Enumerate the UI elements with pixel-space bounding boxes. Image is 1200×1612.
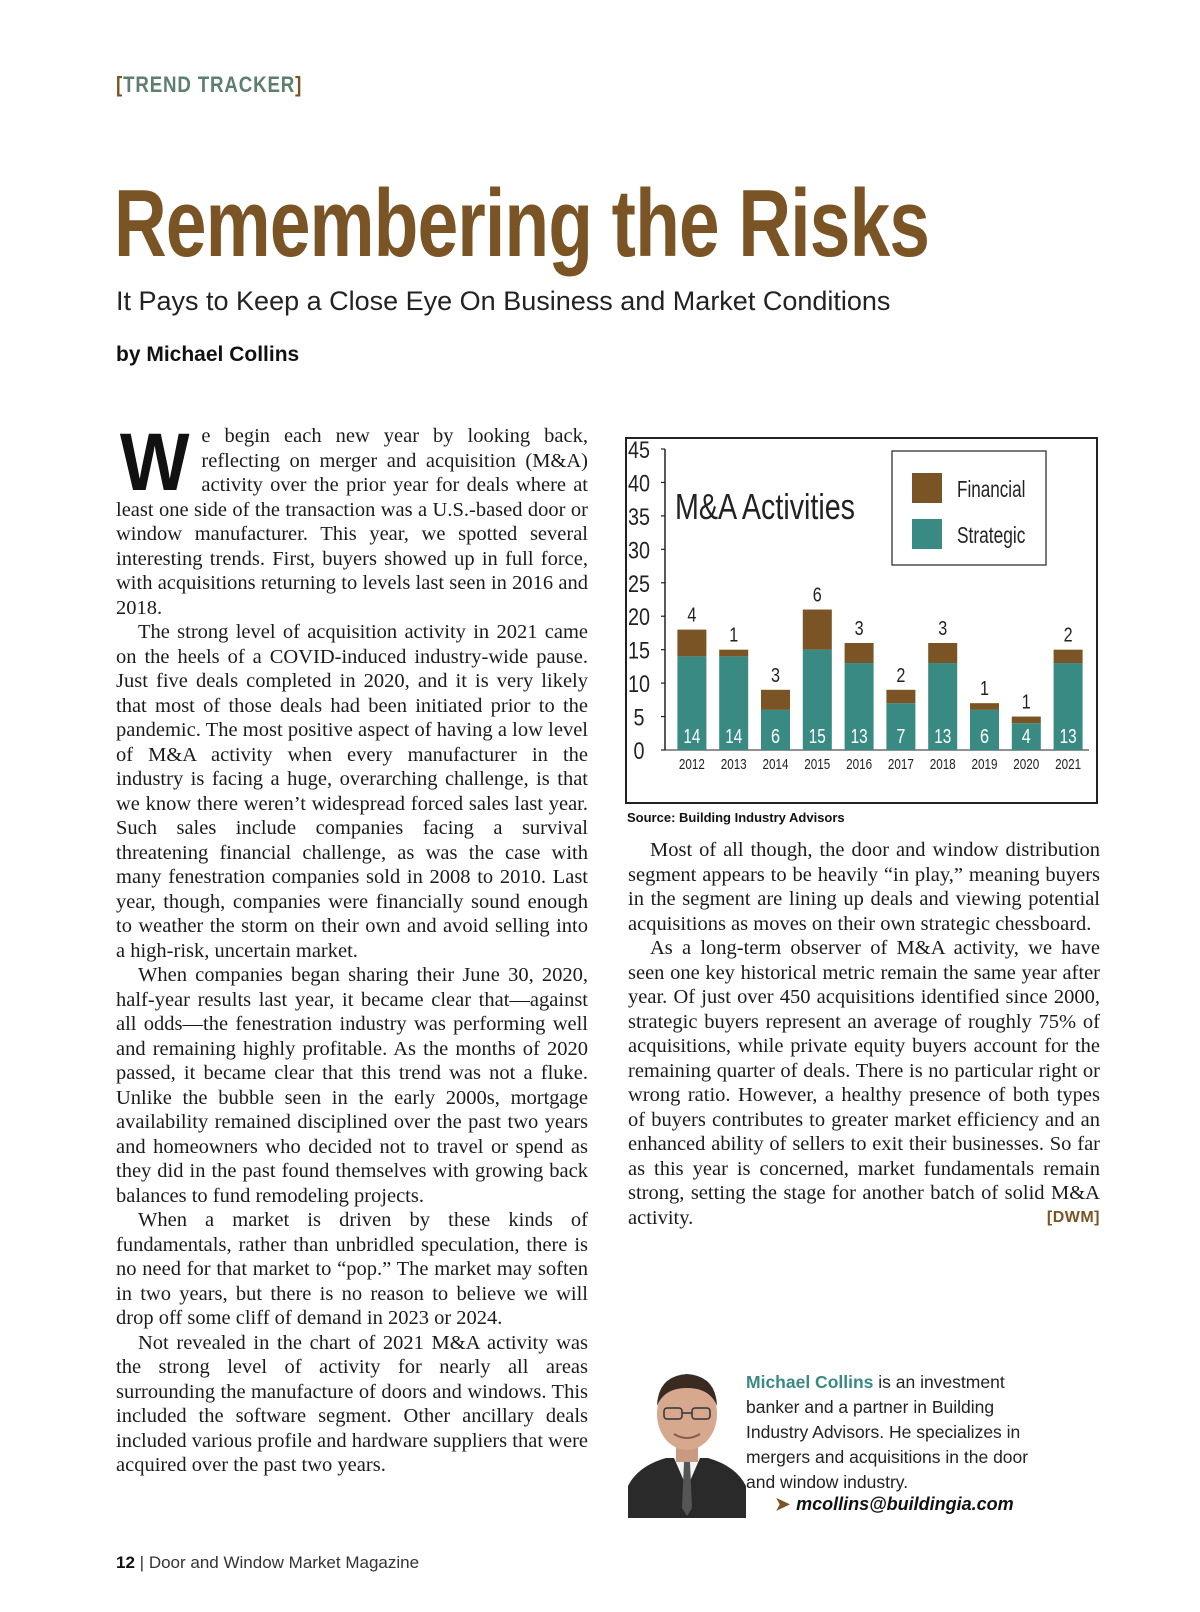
section-tag-label: TREND TRACKER (123, 72, 296, 97)
data-label-financial: 1 (1021, 691, 1031, 714)
x-tick-label: 2016 (846, 756, 873, 773)
bar-financial-2019 (970, 703, 999, 710)
bar-financial-2012 (677, 630, 706, 657)
arrow-icon: ➤ (775, 1494, 791, 1514)
legend-swatch-financial (912, 473, 942, 503)
data-label-financial: 6 (812, 584, 822, 607)
data-label-financial: 3 (854, 617, 864, 640)
body-paragraph-1 (116, 417, 588, 620)
data-label-financial: 2 (1063, 624, 1073, 647)
bar-financial-2014 (761, 690, 790, 710)
paragraph-text: As a long-term observer of M&A activity, we have seen one key historical metric remain the same year after year. Of just over 450 acquisitions identified since 2000, strategic buyers represent an average of roughly 75% of acquisitions, while private equity buyers account for the remaining quarter of deals. There is no particular right or wrong ratio. However, a healthy presence of both types of buyers contributes to greater market efficiency and an enhanced ability of sellers to exit their businesses. So far as this year is concerned, market fundamentals remain strong, setting the stage for another batch of solid M&A activity. (628, 937, 1100, 1229)
author-email-link[interactable] (775, 1494, 1014, 1515)
drop-cap: W (119, 417, 190, 508)
byline: by Michael Collins (116, 343, 300, 366)
data-label-strategic: 13 (1059, 726, 1077, 748)
paragraph-text: e begin each new year by looking back, reflecting on merger and acquisition (M&A) activity over the prior year for deals where at least one side of the transaction was a U.S.-based door or window manufacturer. This year, we spotted several interesting trends. First, buyers showed up in full force, with acquisitions returning to levels last seen in 2016 and 2018. (116, 425, 588, 619)
y-tick-label: 40 (628, 470, 650, 498)
legend-label-strategic: Strategic (957, 522, 1026, 548)
y-tick-label: 35 (628, 503, 650, 531)
body-paragraph-5: Not revealed in the chart of 2021 M&A activity was the strong level of activity for nearly all areas surrounding the manufacture of doors and windows. This included the software segment. Other ancillary deals included various profile and hardware suppliers that were acquired over the past two years. (116, 1331, 588, 1476)
y-tick-label: 15 (628, 637, 650, 665)
page-number: 12 (116, 1553, 135, 1572)
page-footer (116, 1553, 419, 1573)
data-label-financial: 4 (687, 604, 697, 627)
data-label-strategic: 14 (725, 726, 743, 748)
body-paragraph-4: When a market is driven by these kinds of fundamentals, rather than unbridled speculation, there is no need for that market to “pop.” The market may soften in two years, but there is no reason to believe we will drop off some cliff of demand in 2023 or 2024. (116, 1209, 588, 1329)
end-tag: [DWM] (1046, 1208, 1100, 1226)
body-paragraph-7 (628, 936, 1100, 1230)
legend-swatch-strategic (912, 519, 942, 549)
y-tick-label: 30 (628, 537, 650, 565)
chart-source: Source: Building Industry Advisors (627, 810, 845, 825)
body-paragraph-6: Most of all though, the door and window distribution segment appears to be heavily “in play,” meaning buyers in the segment are lining up deals and viewing potential acquisitions as moves on their own strategic chessboard. (628, 839, 1100, 935)
data-label-strategic: 7 (896, 726, 906, 748)
x-tick-label: 2013 (720, 756, 747, 773)
footer-separator: | (139, 1553, 145, 1572)
data-label-strategic: 6 (771, 726, 780, 748)
body-column-right (628, 838, 1100, 1230)
y-tick-label: 20 (628, 604, 650, 632)
author-bio-text: is an investment banker and a partner in Building Industry Advisors. He specializes in mergers and acquisitions in the door and window industry. (746, 1372, 1029, 1492)
data-label-strategic: 6 (980, 726, 989, 748)
chart-title: M&A Activities (675, 486, 855, 527)
article-subtitle: It Pays to Keep a Close Eye On Business and Market Conditions (116, 286, 891, 316)
y-tick-label: 25 (628, 570, 650, 598)
bar-financial-2017 (886, 690, 915, 703)
body-paragraph-2: The strong level of acquisition activity in 2021 came on the heels of a COVID-induced industry-wide pause. Just five deals completed in 2020, and it is very likely that most of those deals had been initiated prior to the pandemic. The most positive aspect of having a low level of M&A activity when every manufacturer in the industry is facing a huge, overarching challenge, is that we know there weren’t widespread forced sales last year. Such sales include companies facing a survival threatening financial challenge, as was the case with many fenestration companies sold in 2008 to 2010. Last year, though, companies were financially sound enough to weather the storm on their own and avoid selling into a high-risk, uncertain market. (116, 621, 588, 962)
author-name: Michael Collins (746, 1372, 874, 1392)
data-label-financial: 3 (938, 617, 948, 640)
bar-financial-2015 (803, 610, 832, 650)
bar-financial-2021 (1054, 650, 1083, 663)
x-tick-label: 2018 (929, 756, 956, 773)
data-label-financial: 1 (980, 678, 989, 701)
author-photo (628, 1358, 746, 1518)
data-label-financial: 1 (729, 624, 739, 647)
x-tick-label: 2020 (1013, 756, 1040, 773)
y-tick-label: 10 (628, 671, 650, 699)
x-tick-label: 2012 (678, 756, 705, 773)
x-tick-label: 2017 (887, 756, 914, 773)
chart-frame (625, 437, 1098, 804)
x-tick-label: 2015 (804, 756, 831, 773)
legend-label-financial: Financial (957, 476, 1026, 502)
x-tick-label: 2014 (762, 756, 789, 773)
bar-financial-2018 (928, 643, 957, 663)
y-tick-label: 0 (633, 738, 645, 765)
bar-financial-2016 (845, 643, 874, 663)
data-label-strategic: 13 (850, 726, 868, 748)
data-label-financial: 2 (896, 664, 906, 687)
section-tag: [TREND TRACKER] (116, 72, 303, 97)
author-email[interactable]: mcollins@buildingia.com (796, 1494, 1014, 1514)
data-label-strategic: 13 (934, 726, 952, 748)
data-label-strategic: 4 (1021, 726, 1031, 748)
author-bio (746, 1370, 1046, 1495)
bar-financial-2013 (719, 650, 748, 657)
data-label-strategic: 14 (683, 726, 701, 748)
data-label-strategic: 15 (808, 726, 826, 748)
x-tick-label: 2019 (971, 756, 998, 773)
y-tick-label: 5 (633, 704, 645, 732)
y-tick-label: 45 (628, 439, 650, 464)
publication-name: Door and Window Market Magazine (148, 1553, 420, 1572)
x-tick-label: 2021 (1055, 756, 1082, 773)
bar-financial-2020 (1012, 717, 1041, 724)
data-label-financial: 3 (771, 664, 780, 687)
article-title: Remembering the Risks (114, 170, 930, 277)
body-column-left (116, 417, 588, 1478)
body-paragraph-3: When companies began sharing their June 30, 2020, half-year results last year, it became clear that—against all odds—the fenestration industry was performing well and remaining highly profitable. As the months of 2020 passed, it became clear that this trend was not a fluke. Unlike the bubble seen in the early 2000s, mortgage availability remained disciplined over the past two years and homeowners who decided not to travel or spend as they did in the past found themselves with growing back balances to fund remodeling projects. (116, 964, 588, 1207)
ma-activities-chart (627, 439, 1096, 802)
